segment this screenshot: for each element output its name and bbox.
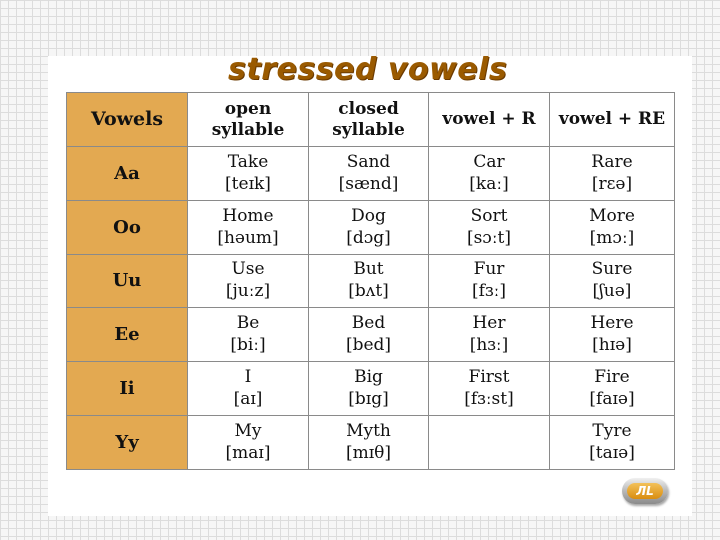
- cell-transcription: [sɔːt]: [466, 227, 512, 248]
- cell-transcription: [teɪk]: [225, 173, 271, 194]
- vowel-cell: Ii: [67, 362, 188, 416]
- table-row: [67, 147, 675, 201]
- cell-word: First: [468, 367, 510, 388]
- cell-transcription: [aɪ]: [233, 389, 263, 410]
- table-header-row: [67, 93, 675, 147]
- header-vowels: [67, 93, 188, 147]
- table-cell: [550, 415, 675, 469]
- cell-transcription: [sænd]: [338, 173, 399, 194]
- cell-transcription: [həum]: [217, 227, 279, 248]
- table-cell: [309, 308, 429, 362]
- cell-word: Be: [236, 313, 260, 334]
- header-label: Vowels: [90, 108, 164, 130]
- table-cell: [188, 362, 309, 416]
- table-cell: [309, 415, 429, 469]
- cell-transcription: [dɔg]: [346, 227, 391, 248]
- cell-word: Use: [231, 259, 265, 280]
- table-cell: [550, 200, 675, 254]
- header-label: closed: [338, 98, 399, 119]
- vowel-cell: Uu: [67, 254, 188, 308]
- cell-transcription: [rɛə]: [591, 173, 633, 194]
- table-cell: [309, 254, 429, 308]
- cell-word: Dog: [351, 205, 386, 226]
- cell-transcription: [bɪg]: [348, 389, 389, 410]
- cell-word: More: [589, 205, 635, 226]
- table-cell: [188, 147, 309, 201]
- header-label: vowel + RE: [558, 109, 666, 129]
- table-cell: [309, 147, 429, 201]
- header-label: syllable: [332, 119, 405, 140]
- table-cell: [429, 415, 550, 469]
- table-cell: [188, 415, 309, 469]
- header-closed-syllable: [309, 93, 429, 147]
- cell-transcription: [taɪə]: [589, 442, 635, 463]
- table-cell: [429, 147, 550, 201]
- cell-word: Bed: [351, 313, 386, 334]
- table-cell: [188, 254, 309, 308]
- table-cell: [550, 254, 675, 308]
- cell-word: I: [244, 367, 252, 388]
- table-row: [67, 200, 675, 254]
- cell-transcription: [faɪə]: [589, 389, 635, 410]
- cell-word: Sort: [470, 205, 508, 226]
- cell-word: Myth: [346, 420, 391, 441]
- table-cell: [309, 200, 429, 254]
- header-label: syllable: [211, 119, 285, 140]
- cell-word: Sand: [346, 151, 391, 172]
- cell-word: Her: [472, 313, 506, 334]
- cell-word: Fur: [473, 259, 505, 280]
- cell-word: Big: [354, 367, 383, 388]
- vowel-cell: Aa: [67, 147, 188, 201]
- slide-title: stressed vowels: [228, 52, 508, 87]
- cell-transcription: [mɔː]: [589, 227, 635, 248]
- cell-transcription: [fɜːst]: [464, 389, 514, 410]
- table-cell: [550, 362, 675, 416]
- table-row: [67, 415, 675, 469]
- cell-transcription: [juːz]: [225, 281, 271, 302]
- cell-transcription: [hɪə]: [592, 335, 632, 356]
- table-cell: [429, 200, 550, 254]
- table-cell: [550, 147, 675, 201]
- cell-transcription: [kaː]: [469, 173, 509, 194]
- logo-badge: [622, 478, 668, 504]
- cell-word: Take: [227, 151, 269, 172]
- cell-transcription: [mɪθ]: [345, 442, 392, 463]
- table-cell: [188, 308, 309, 362]
- header-label: vowel + R: [442, 109, 536, 129]
- cell-transcription: [maɪ]: [225, 442, 271, 463]
- cell-word: Here: [590, 313, 634, 334]
- cell-word: Fire: [594, 367, 630, 388]
- cell-word: Home: [222, 205, 274, 226]
- header-label: open: [224, 98, 272, 119]
- cell-transcription: [bed]: [345, 335, 392, 356]
- cell-word: Car: [473, 151, 505, 172]
- vowel-cell: Ee: [67, 308, 188, 362]
- header-open-syllable: [188, 93, 309, 147]
- header-vowel-r: [429, 93, 550, 147]
- table-cell: [550, 308, 675, 362]
- cell-transcription: [bʌt]: [348, 281, 389, 302]
- cell-transcription: [ʃuə]: [592, 281, 632, 302]
- table-row: [67, 362, 675, 416]
- cell-transcription: [fɜː]: [472, 281, 506, 302]
- vowel-cell: Yy: [67, 415, 188, 469]
- cell-word: Sure: [591, 259, 633, 280]
- table-cell: [429, 362, 550, 416]
- table-cell: [429, 308, 550, 362]
- vowel-cell: Oo: [67, 200, 188, 254]
- table-row: [67, 254, 675, 308]
- cell-transcription: [biː]: [230, 335, 266, 356]
- cell-word: Tyre: [592, 420, 632, 441]
- table-cell: [188, 200, 309, 254]
- cell-word: But: [353, 259, 384, 280]
- cell-word: My: [234, 420, 262, 441]
- table-cell: [309, 362, 429, 416]
- cell-word: Rare: [591, 151, 633, 172]
- header-vowel-re: [550, 93, 675, 147]
- table-row: [67, 308, 675, 362]
- table-cell: [429, 254, 550, 308]
- cell-transcription: [hɜː]: [469, 335, 509, 356]
- logo-text: ЛL: [627, 483, 663, 499]
- vowel-table: [66, 92, 675, 470]
